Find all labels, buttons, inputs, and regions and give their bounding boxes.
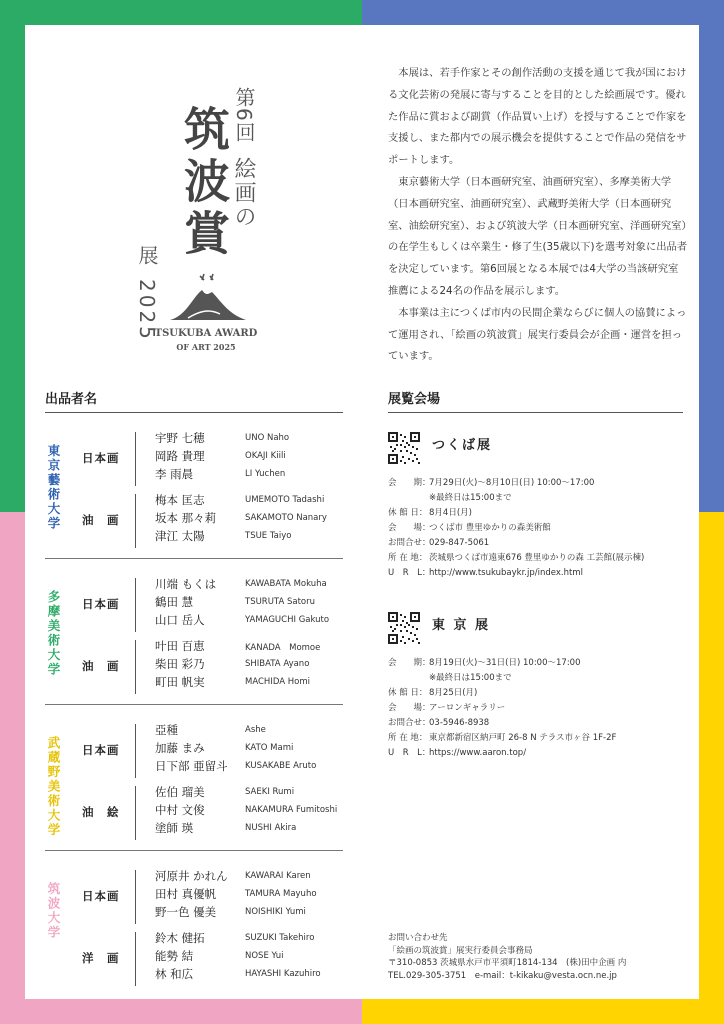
venue-info-row xyxy=(388,656,616,671)
venue-info-value: ※最終日は15:00まで xyxy=(429,493,512,503)
venue-info-row xyxy=(388,686,616,701)
artist-name-jp: 塗師 瑛 xyxy=(155,821,194,835)
venue-info-label: 会 場： xyxy=(388,703,431,713)
venue-info-value: http://www.tsukubaykr.jp/index.html xyxy=(429,568,583,578)
artist-name-jp: 川端 もくは xyxy=(155,577,217,591)
intro-paragraph: 東京藝術大学（日本画研究室、油画研究室）、多摩美術大学（日本画研究室、油画研究室）、武蔵野美術大学（日本画研究室、油絵研究室）、および筑波大学（日本画研究室、洋画研究室）の在学生もしくは卒業生・修了生(35歳以下)を選考対象に出品者を決定しています。第6回展となる本展では4大学の当該研究室推薦による24名の作品を展示します。 xyxy=(388,175,688,297)
venue-info-row xyxy=(388,671,616,686)
artist-name-en: NOISHIKI Yumi xyxy=(245,907,306,917)
university-name: 武蔵野美術大学 xyxy=(46,736,61,838)
intro-paragraph: 本事業は主につくば市内の民間企業ならびに個人の協賛によって運用され、「絵画の筑波賞」展実行委員会が企画・運営を担っています。 xyxy=(388,306,687,363)
department-bar xyxy=(135,640,136,694)
department-name: 日本画 xyxy=(82,451,120,465)
university-name: 多摩美術大学 xyxy=(46,590,61,677)
venue-info-value: つくば市 豊里ゆかりの森美術館 xyxy=(429,523,551,533)
venue-info-label: 会 期： xyxy=(388,658,431,668)
artist-name-en: KATO Mami xyxy=(245,743,294,753)
artists-heading-rule xyxy=(45,412,343,413)
venue-info-row xyxy=(388,716,616,731)
venue-info-label: 会 期： xyxy=(388,478,431,488)
department-name: 洋 画 xyxy=(82,951,120,965)
venues-heading: 展覧会場 xyxy=(388,392,441,407)
artist-name-jp: 亞種 xyxy=(155,723,178,737)
venue-info-value: アーロンギャラリー xyxy=(429,703,506,713)
venue-info-row xyxy=(388,521,644,536)
artist-name-jp: 坂本 那々莉 xyxy=(155,511,217,525)
venue-info-label: 所 在 地： xyxy=(388,733,428,743)
department-name: 日本画 xyxy=(82,889,120,903)
venue-info-label: U R L： xyxy=(388,568,431,578)
department-bar xyxy=(135,494,136,548)
artist-name-en: TSURUTA Satoru xyxy=(245,597,316,607)
venue-info-label: 所 在 地： xyxy=(388,553,428,563)
qr-code-icon[interactable] xyxy=(388,432,420,464)
artist-name-en: KAWABATA Mokuha xyxy=(245,579,327,589)
venue-info-row xyxy=(388,551,644,566)
department-bar xyxy=(135,786,136,840)
intro-paragraph: 本展は、若手作家とその創作活動の支援を通じて我が国における文化芸術の発展に寄与することを目的とした絵画展です。優れた作品に賞および副賞（作品買い上げ）を授与することで作家を支援し、また都内での展示機会を提供することで作品の発信をサポートします。 xyxy=(388,67,687,167)
venue-info xyxy=(388,476,644,581)
qr-code-icon[interactable] xyxy=(388,612,420,644)
artist-name-jp: 津江 太陽 xyxy=(155,529,205,543)
venue-info-label: U R L： xyxy=(388,748,431,758)
contact-line: TEL.029-305-3751 e-mail：t-kikaku@vesta.ocn.ne.jp xyxy=(388,970,617,981)
venue-info-value: 7月29日(火)～8月10日(日) 10:00～17:00 xyxy=(429,478,595,488)
venue-name: つくば展 xyxy=(432,438,493,453)
venue-info-label: 休 館 日： xyxy=(388,688,428,698)
artist-name-en: Ashe xyxy=(245,725,266,735)
venue-info xyxy=(388,656,616,761)
artist-name-en: KAWARAI Karen xyxy=(245,871,311,881)
university-separator xyxy=(45,558,343,559)
department-bar xyxy=(135,578,136,632)
artist-name-en: SUZUKI Takehiro xyxy=(245,933,315,943)
artist-name-en: OKAJI Kiili xyxy=(245,451,286,461)
artist-name-jp: 田村 真優帆 xyxy=(155,887,217,901)
contact-block xyxy=(388,932,626,982)
artist-name-en: TAMURA Mayuho xyxy=(245,889,317,899)
university-separator xyxy=(45,704,343,705)
artist-name-en: MACHIDA Homi xyxy=(245,677,310,687)
title-edition: 第6回 xyxy=(232,87,256,143)
venue-info-value: ※最終日は15:00まで xyxy=(429,673,512,683)
department-bar xyxy=(135,724,136,778)
artist-name-jp: 野一色 優美 xyxy=(155,905,217,919)
title-en-line2: OF ART 2025 xyxy=(176,342,236,352)
title-exhibition: 展2025 xyxy=(135,245,159,342)
venue-info-label: 会 場： xyxy=(388,523,431,533)
artist-name-en: UNO Naho xyxy=(245,433,290,443)
artist-name-jp: 柴田 彩乃 xyxy=(155,657,205,671)
artist-name-jp: 能勢 結 xyxy=(155,949,194,963)
department-name: 日本画 xyxy=(82,597,120,611)
artist-name-jp: 河原井 かれん xyxy=(155,869,228,883)
department-name: 油 画 xyxy=(82,659,120,673)
mountain-logo-icon xyxy=(168,268,248,328)
artist-name-jp: 岡路 貴理 xyxy=(155,449,205,463)
title-art: 絵画の xyxy=(231,157,256,229)
venue-info-row xyxy=(388,701,616,716)
artist-name-jp: 鶴田 慧 xyxy=(155,595,194,609)
university-name: 東京藝術大学 xyxy=(46,444,61,531)
contact-line: お問い合わせ先 xyxy=(388,933,448,943)
artist-name-jp: 叶田 百恵 xyxy=(155,639,205,653)
venue-info-value: 8月4日(月) xyxy=(429,508,472,518)
title-en-line1: TSUKUBA AWARD xyxy=(154,328,258,339)
artist-name-jp: 日下部 亜留斗 xyxy=(155,759,228,773)
contact-line: 「絵画の筑波賞」展実行委員会事務局 xyxy=(388,945,533,956)
artist-name-en: SAKAMOTO Nanary xyxy=(245,513,327,523)
artist-name-jp: 宇野 七穂 xyxy=(155,431,205,445)
artist-name-en: LI Yuchen xyxy=(245,469,286,479)
artist-name-jp: 山口 岳人 xyxy=(155,613,205,627)
university-name: 筑波大学 xyxy=(46,882,61,940)
artist-name-jp: 鈴木 健拓 xyxy=(155,931,205,945)
department-name: 日本画 xyxy=(82,743,120,757)
contact-line: 〒310-0853 茨城県水戸市平須町1814-134 (株)田中企画 内 xyxy=(388,958,627,968)
venue-info-row xyxy=(388,506,644,521)
department-bar xyxy=(135,870,136,924)
department-bar xyxy=(135,932,136,986)
venue-info-value: 8月19日(火)～31日(日) 10:00～17:00 xyxy=(429,658,581,668)
venue-info-value: 茨城県つくば市遠東676 豊里ゆかりの森 工芸館(展示棟) xyxy=(429,553,645,563)
venue-info-row xyxy=(388,491,644,506)
artist-name-en: NOSE Yui xyxy=(245,951,284,961)
venues-heading-rule xyxy=(388,412,683,413)
venue-info-row xyxy=(388,536,644,551)
department-name: 油 画 xyxy=(82,513,120,527)
venue-info-row xyxy=(388,746,616,761)
artist-name-en: KANADA Momoe xyxy=(245,643,321,653)
venue-info-value: 029-847-5061 xyxy=(429,538,490,548)
artist-name-en: HAYASHI Kazuhiro xyxy=(245,969,321,979)
artist-name-jp: 梅本 匡志 xyxy=(155,493,205,507)
venue-info-label: 休 館 日： xyxy=(388,508,428,518)
artists-heading: 出品者名 xyxy=(45,392,98,407)
artist-name-jp: 佐伯 瑠美 xyxy=(155,785,205,799)
artist-name-en: UMEMOTO Tadashi xyxy=(245,495,325,505)
artist-name-jp: 李 雨晨 xyxy=(155,467,194,481)
venue-info-row xyxy=(388,731,616,746)
venue-info-value: 03-5946-8938 xyxy=(429,718,490,728)
university-separator xyxy=(45,850,343,851)
artist-name-jp: 加藤 まみ xyxy=(155,741,205,755)
intro-text xyxy=(388,63,688,368)
artist-name-jp: 中村 文俊 xyxy=(155,803,205,817)
artist-name-en: NAKAMURA Fumitoshi xyxy=(245,805,338,815)
department-bar xyxy=(135,432,136,486)
artist-name-en: TSUE Taiyo xyxy=(245,531,292,541)
department-name: 油 絵 xyxy=(82,805,120,819)
venue-info-value: https://www.aaron.top/ xyxy=(429,748,527,758)
venue-info-label: お問合せ： xyxy=(388,718,431,728)
venue-info-row xyxy=(388,476,644,491)
venue-name: 東 京 展 xyxy=(432,618,491,633)
artist-name-jp: 町田 帆実 xyxy=(155,675,205,689)
venue-info-value: 東京都新宿区納戸町 26-8 N テラス市ヶ谷 1F-2F xyxy=(429,733,617,743)
artist-name-jp: 林 和広 xyxy=(155,967,194,981)
artist-name-en: KUSAKABE Aruto xyxy=(245,761,317,771)
title-main: 筑波賞 xyxy=(177,105,231,261)
venue-info-row xyxy=(388,566,644,581)
artist-name-en: SAEKI Rumi xyxy=(245,787,295,797)
artist-name-en: YAMAGUCHI Gakuto xyxy=(245,615,330,625)
artist-name-en: NUSHI Akira xyxy=(245,823,297,833)
venue-info-value: 8月25日(月) xyxy=(429,688,478,698)
venue-info-label: お問合せ： xyxy=(388,538,431,548)
artist-name-en: SHIBATA Ayano xyxy=(245,659,310,669)
